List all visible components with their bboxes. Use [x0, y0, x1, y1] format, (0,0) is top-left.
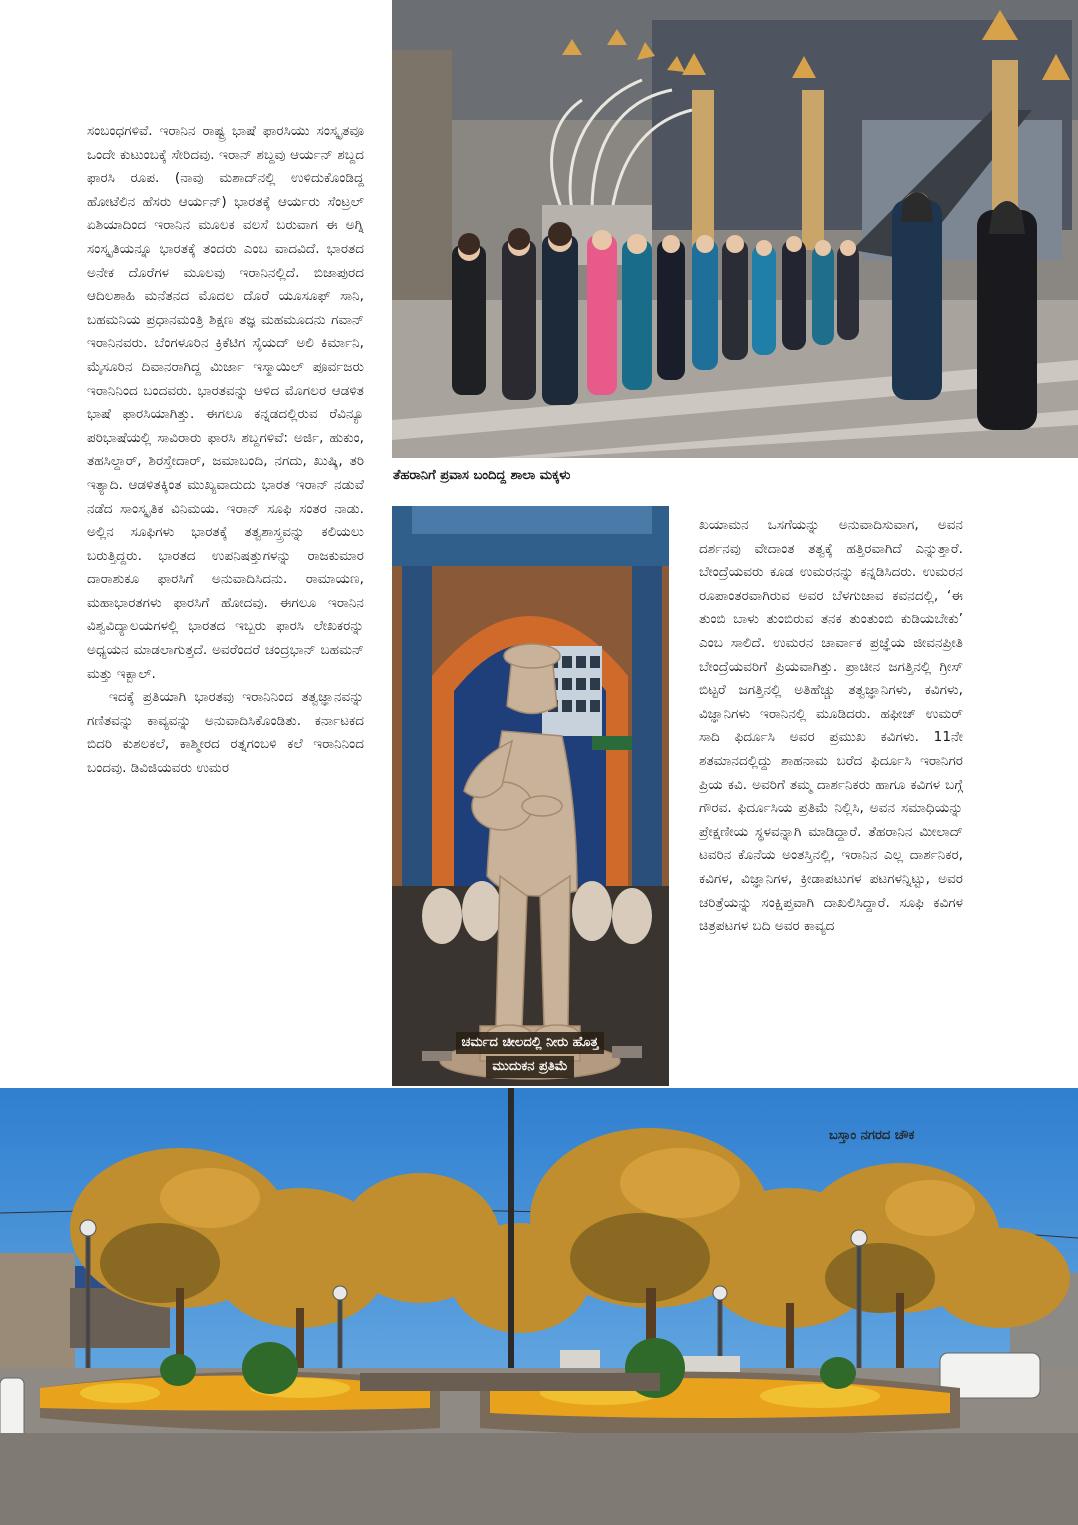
caption-statue-line1: ಚರ್ಮದ ಚೀಲದಲ್ಲಿ ನೀರು ಹೊತ್ತ [456, 1032, 605, 1054]
caption-school-children: ತೆಹರಾನಿಗೆ ಪ್ರವಾಸ ಬಂದಿದ್ದ ಶಾಲಾ ಮಕ್ಕಳು [393, 468, 571, 483]
photo-school-children [392, 0, 1078, 458]
article-paragraph: ಖಯಾಮನ ಒಸಗೆಯನ್ನು ಅನುವಾದಿಸುವಾಗ, ಅವನ ದರ್ಶನವು ವೇದಾಂತ ತತ್ವಕ್ಕೆ ಹತ್ತಿರವಾಗಿದೆ ಎನ್ನುತ್ತಾರೆ. ಬೇಂದ್ರೆಯವರು ಕೂಡ ಉಮರನನ್ನು ಕನ್ನಡಿಸಿದರು. ಉಮರನ ರೂಪಾಂತರವಾಗಿರುವ ಅವರ ಬೆಳಗುಜಾವ ಕವನದಲ್ಲಿ, ‘ಈ ತುಂಬಿ ಬಾಳು ತುಂಬಿರುವ ತನಕ ತುಂತುಂಬಿ ಕುಡಿಯಬೇಕು’ ಎಂಬ ಸಾಲಿದೆ. ಉಮರನ ಚಾರ್ವಾಕ ಪ್ರಜ್ಞೆಯ ಜೀವನಪ್ರೀತಿ ಬೇಂದ್ರೆಯವರಿಗೆ ಪ್ರಿಯವಾಗಿತ್ತು. ಪ್ರಾಚೀನ ಜಗತ್ತಿನಲ್ಲಿ ಗ್ರೀಸ್ ಬಿಟ್ಟರೆ ಜಗತ್ತಿನಲ್ಲಿ ಅತಿಹೆಚ್ಚು ತತ್ವಜ್ಞಾನಿಗಳು, ಕವಿಗಳು, ವಿಜ್ಞಾನಿಗಳು ಇರಾನಿನಲ್ಲಿ ಮೂಡಿದರು. ಹಫೀಜ್ ಉಮರ್ ಸಾದಿ ಫಿರ್ದೂಸಿ ಅವರ ಪ್ರಮುಖ ಕವಿಗಳು. 11ನೇ ಶತಮಾನದಲ್ಲಿದ್ದು ಶಾಹನಾಮ ಬರೆದ ಫಿರ್ದೂಸಿ ಇರಾನಿಗರ ಪ್ರಿಯ ಕವಿ. ಅವರಿಗೆ ತಮ್ಮ ದಾರ್ಶನಿಕರು ಹಾಗೂ ಕವಿಗಳ ಬಗ್ಗೆ ಗೌರವ. ಫಿರ್ದೂಸಿಯ ಪ್ರತಿಮೆ ನಿಲ್ಲಿಸಿ, ಅವನ ಸಮಾಧಿಯನ್ನು ಪ್ರೇಕ್ಷಣೀಯ ಸ್ಥಳವನ್ನಾಗಿ ಮಾಡಿದ್ದಾರೆ. ತೆಹರಾನಿನ ಮೀಲಾದ್ ಟವರಿನ ಕೊನೆಯ ಅಂತಸ್ತಿನಲ್ಲಿ, ಇರಾನಿನ ಎಲ್ಲ ದಾರ್ಶನಿಕರ, ಕವಿಗಳ, ವಿಜ್ಞಾನಿಗಳ, ಕ್ರೀಡಾಪಟುಗಳ ಪಟಗಳನ್ನಿಟ್ಟು, ಅವರ ಚರಿತ್ರೆಯನ್ನು ಸಂಕ್ಷಿಪ್ತವಾಗಿ ದಾಖಲಿಸಿದ್ದಾರೆ. ಸೂಫಿ ಕವಿಗಳ ಚಿತ್ರಪಟಗಳ ಬದಿ ಅವರ ಕಾವ್ಯದ [699, 517, 963, 935]
caption-bastam-square: ಬಸ್ತಾಂ ನಗರದ ಚೌಕ [829, 1128, 915, 1143]
photo-water-carrier-statue [392, 506, 669, 1086]
article-paragraph: ಸಂಬಂಧಗಳಿವೆ. ಇರಾನಿನ ರಾಷ್ಟ್ರ ಭಾಷೆ ಫಾರಸಿಯು ಸಂಸ್ಕೃತವೂ ಒಂದೇ ಕುಟುಂಬಕ್ಕೆ ಸೇರಿದವು. ಇರಾನ್ ಶಬ್ದವು ಆರ್ಯನ್ ಶಬ್ದದ ಫಾರಸಿ ರೂಪ. (ನಾವು ಮಶಾದ್‌ನಲ್ಲಿ ಉಳಿದುಕೊಂಡಿದ್ದ ಹೋಟೆಲಿನ ಹೆಸರು ಆರ್ಯನ್) ಭಾರತಕ್ಕೆ ಆರ್ಯರು ಸೆಂಟ್ರಲ್ ಏಶಿಯಾದಿಂದ ಇರಾನಿನ ಮೂಲಕ ವಲಸೆ ಬರುವಾಗ ಈ ಅಗ್ನಿ ಸಂಸ್ಕೃತಿಯನ್ನೂ ಭಾರತಕ್ಕೆ ತಂದರು ಎಂಬ ವಾದವಿದೆ. ಭಾರತದ ಅನೇಕ ದೊರೆಗಳ ಮೂಲವು ಇರಾನಿನಲ್ಲಿದೆ. ಬಿಜಾಪುರದ ಆದಿಲಶಾಹಿ ಮನೆತನದ ಮೊದಲ ದೊರೆ ಯೂಸೂಫ್ ಸಾನಿ, ಬಹಮನಿಯ ಪ್ರಧಾನಮಂತ್ರಿ ಶಿಕ್ಷಣ ತಜ್ಞ ಮಹಮೂದನು ಗವಾನ್ ಇರಾನಿನವರು. ಬೆಂಗಳೂರಿನ ಕ್ರಿಕೆಟಿಗ ಸೈಯದ್ ಅಲಿ ಕಿರ್ಮಾನಿ, ಮೈಸೂರಿನ ದಿವಾನರಾಗಿದ್ದ ಮಿರ್ಜಾ ಇಸ್ಮಾಯಿಲ್ ಪೂರ್ವಜರು ಇರಾನಿನಿಂದ ಬಂದವರು. ಭಾರತವನ್ನು ಆಳಿದ ಮೊಗಲರ ಆಡಳಿತ ಭಾಷೆ ಫಾರಸಿಯಾಗಿತ್ತು. ಈಗಲೂ ಕನ್ನಡದಲ್ಲಿರುವ ರೆವಿನ್ಯೂ ಪರಿಭಾಷೆಯಲ್ಲಿ ಸಾವಿರಾರು ಫಾರಸಿ ಶಬ್ದಗಳಿವೆ: ಅರ್ಜಿ, ಹುಕುಂ, ತಹಸಿಲ್ದಾರ್, ಶಿರಸ್ತೇದಾರ್, ಜಮಾಬಂದಿ, ನಗದು, ಖುಷ್ಕಿ, ತರಿ ಇತ್ಯಾದಿ. ಆಡಳಿತಕ್ಕಿಂತ ಮುಖ್ಯವಾದುದು ಭಾರತ ಇರಾನ್ ನಡುವೆ ನಡೆದ ಸಾಂಸ್ಕೃತಿಕ ವಿನಿಮಯ. ಇರಾನ್ ಸೂಫಿ ಸಂತರ ನಾಡು. ಅಲ್ಲಿನ ಸೂಫಿಗಳು ಭಾರತಕ್ಕೆ ತತ್ವಶಾಸ್ತ್ರವನ್ನು ಕಲಿಯಲು ಬರುತ್ತಿದ್ದರು. ಭಾರತದ ಉಪನಿಷತ್ತುಗಳನ್ನು ರಾಜಕುಮಾರ ದಾರಾಶುಕೂ ಫಾರಸಿಗೆ ಅನುವಾದಿಸಿದನು. ರಾಮಾಯಣ, ಮಹಾಭಾರತಗಳು ಫಾರಸಿಗೆ ಹೋದವು. ಈಗಲೂ ಇರಾನಿನ ವಿಶ್ವವಿದ್ಯಾಲಯಗಳಲ್ಲಿ ಭಾರತದ ಇಬ್ಬರು ಫಾರಸಿ ಲೇಖಕರನ್ನು ಅಧ್ಯಯನ ಮಾಡಲಾಗುತ್ತದೆ. ಅವರೆಂದರೆ ಚಂದ್ರಭಾನ್ ಬಹಮನ್ ಮತ್ತು ಇಕ್ಬಾಲ್. [87, 123, 364, 682]
article-paragraph: ಇದಕ್ಕೆ ಪ್ರತಿಯಾಗಿ ಭಾರತವು ಇರಾನಿನಿಂದ ತತ್ವಜ್ಞಾನವನ್ನು ಗಣಿತವನ್ನು ಕಾವ್ಯವನ್ನು ಅನುವಾದಿಸಿಕೊಂಡಿತು. ಕರ್ನಾಟಕದ ಬಿದರಿ ಕುಶಲಕಲೆ, ಕಾಶ್ಮೀರದ ರತ್ನಗಂಬಳಿ ಕಲೆ ಇರಾನಿನಿಂದ ಬಂದವು. ಡಿವಿಜಿಯವರು ಉಮರ [87, 689, 364, 777]
article-right-column [699, 514, 963, 939]
article-left-column [87, 120, 364, 781]
photo-bastam-town-square [0, 1088, 1078, 1525]
caption-statue-line2: ಮುದುಕನ ಪ್ರತಿಮೆ [486, 1056, 573, 1078]
caption-water-carrier-statue [421, 1031, 639, 1079]
